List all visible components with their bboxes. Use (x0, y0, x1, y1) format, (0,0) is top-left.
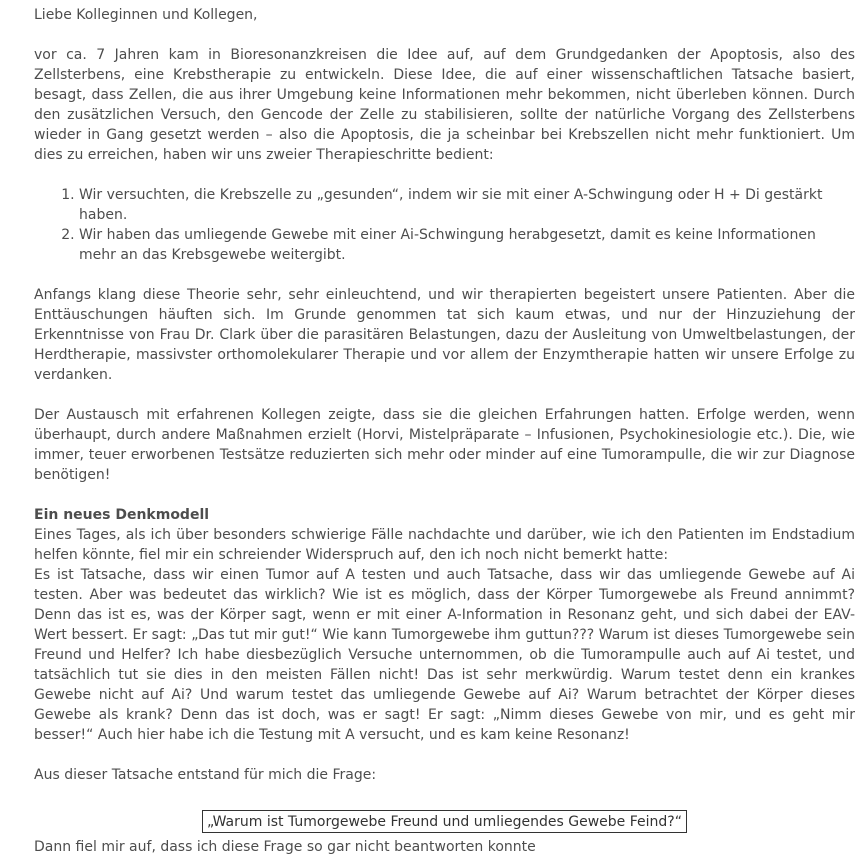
question-intro: Aus dieser Tatsache entstand für mich die Frage: (34, 767, 377, 783)
question-box (34, 805, 855, 833)
therapy-steps-list (34, 185, 855, 265)
paragraph-colleagues: Der Austausch mit erfahrenen Kollegen zeigte, dass sie die gleichen Erfahrungen hatten. Erfolge werden, wenn überhaupt, durch andere Maßnahmen erzielt (Horvi, Mistelpräparate – Infusionen, Psychokinesiologie etc.). Die, wie immer, teuer erworbenen Testsätze reduzierten sich mehr oder minder auf eine Tumorampulle, die wir zur Diagnose benötigen! (34, 407, 855, 483)
section-intro: Eines Tages, als ich über besonders schwierige Fälle nachdachte und darüber, wie ich den Patienten im Endstadium helfen könnte, fiel mir ein schreiender Widerspruch auf, den ich noch nicht bemerkt hatte: (34, 527, 855, 563)
intro-paragraph: vor ca. 7 Jahren kam in Bioresonanzkreisen die Idee auf, auf dem Grundgedanken der Apoptosis, also des Zellsterbens, eine Krebstherapie zu entwickeln. Diese Idee, die auf einer wissenschaftlichen Tatsache basiert, besagt, dass Zellen, die aus ihrer Umgebung keine Informationen mehr bekommen, nicht überleben können. Durch den zusätzlichen Versuch, den Gencode der Zelle zu stabilisieren, sollte der natürliche Vorgang des Zellsterbens wieder in Gang gesetzt werden – also die Apoptosis, die ja scheinbar bei Krebszellen nicht mehr funktioniert. Um dies zu erreichen, haben wir uns zweier Therapieschritte bedient: (34, 47, 855, 163)
list-item: 2. Wir haben das umliegende Gewebe mit einer Ai-Schwingung herabgesetzt, damit es keine Informationen mehr an das Krebsgewebe weitergibt. (79, 225, 855, 265)
section-body: Es ist Tatsache, dass wir einen Tumor auf A testen und auch Tatsache, dass wir das umliegende Gewebe auf Ai testen. Aber was bedeutet das wirklich? Wie ist es möglich, dass der Körper Tumorgewebe als Freund annimmt? Denn das ist es, was der Körper sagt, wenn er mit einer A-Information in Resonanz geht, und sich dabei der EAV-Wert bessert. Er sagt: „Das tut mir gut!“ Wie kann Tumorgewebe ihm guttun??? Warum ist dieses Tumorgewebe sein Freund und Helfer? Ich habe diesbezüglich Versuche unternommen, ob die Tumorampulle auch auf Ai testet, und tatsächlich tut sie dies in den meisten Fällen nicht! Das ist sehr merkwürdig. Warum testet denn ein krankes Gewebe nicht auf Ai? Und warum testet das umliegende Gewebe auf Ai? Warum betrachtet der Körper dieses Gewebe als krank? Denn das ist doch, was er sagt! Er sagt: „Nimm dieses Gewebe von mir, und es geht mir besser!“ Auch hier habe ich die Testung mit A versucht, und es kam keine Resonanz! (34, 567, 855, 743)
next-line: Dann fiel mir auf, dass ich diese Frage so gar nicht beantworten konnte (34, 839, 536, 855)
article-body (34, 5, 855, 857)
paragraph-disappointment: Anfangs klang diese Theorie sehr, sehr einleuchtend, und wir therapierten begeistert unsere Patienten. Aber die Enttäuschungen häuften sich. Im Grunde genommen tat sich kaum etwas, und nur der Hinzuziehung der Erkenntnisse von Frau Dr. Clark über die parasitären Belastungen, dazu der Ausleitung von Umweltbelastungen, der Herdtherapie, massivster orthomolekularer Therapie und vor allem der Enzymtherapie hatten wir unsere Erfolge zu verdanken. (34, 287, 855, 383)
section-heading: Ein neues Denkmodell (34, 507, 210, 523)
list-item: 1. Wir versuchten, die Krebszelle zu „gesunden“, indem wir sie mit einer A-Schwingung oder H + Di gestärkt haben. (79, 185, 855, 225)
question-quote: „Warum ist Tumorgewebe Freund und umliegendes Gewebe Feind?“ (202, 810, 687, 833)
greeting: Liebe Kolleginnen und Kollegen, (34, 7, 258, 23)
